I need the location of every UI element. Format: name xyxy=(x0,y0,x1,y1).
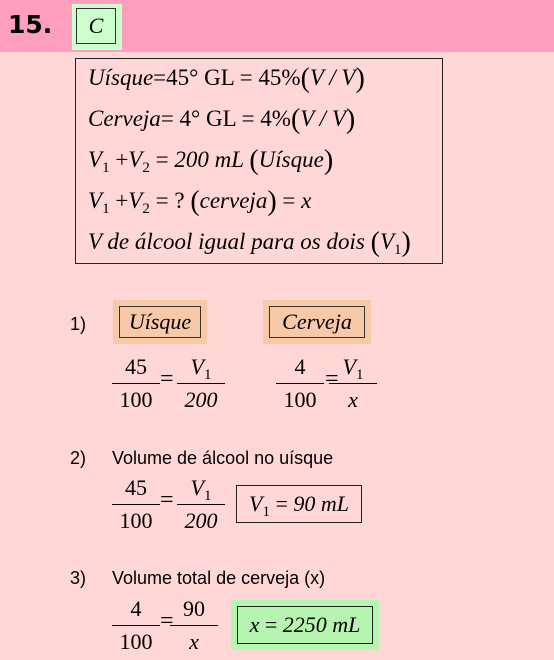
step1-equals-beer: = xyxy=(325,366,339,392)
question-header xyxy=(0,0,554,52)
step2-equals: = xyxy=(160,487,174,513)
step1-fraction-beer-volume: $V_1$ x xyxy=(325,354,381,413)
beer-label-highlight xyxy=(263,300,371,344)
beer-label: Cerveja xyxy=(269,306,365,338)
step1-fraction-whisky-volume: $V_1$ 200 xyxy=(173,354,229,413)
step3-fraction-abv: 4 100 xyxy=(108,596,164,655)
given-volume-beer: $V_1 +V_2$ = ? (cerveja) = x xyxy=(88,186,312,217)
step1-equals-whisky: = xyxy=(160,366,174,392)
step3-result-highlight xyxy=(231,600,379,650)
step2-fraction-abv: 45 100 xyxy=(108,475,164,534)
given-volume-whisky: $V_1 +V_2 = 200$ mL (Uísque) xyxy=(88,145,334,176)
step3-fraction-volume: 90 x xyxy=(166,596,222,655)
given-beer: Cerveja= 4° GL = 4%(V / V) xyxy=(88,104,356,135)
question-number: 15. xyxy=(8,10,53,39)
step1-fraction-whisky-abv: 45 100 xyxy=(108,354,164,413)
step-2-text: Volume de álcool no uísque xyxy=(112,448,334,468)
given-equal-alcohol: V de álcool igual para os dois $(V_1)$ xyxy=(88,227,411,258)
given-data-box xyxy=(75,58,443,264)
step2-result-box: $V_1 = 90$ mL xyxy=(236,485,362,523)
step-3-number: 3) xyxy=(70,568,87,588)
step-2-number: 2) xyxy=(70,448,87,468)
whisky-label: Uísque xyxy=(119,306,201,338)
step3-result-box: x = 2250 mL xyxy=(237,606,373,644)
given-whisky: Uísque=45° GL = 45%(V / V) xyxy=(88,63,365,94)
answer-letter: C xyxy=(76,8,116,44)
step2-fraction-volume: $V_1$ 200 xyxy=(173,475,229,534)
step-3-text: Volume total de cerveja (x) xyxy=(112,568,326,588)
whisky-label-highlight xyxy=(113,300,207,344)
step3-equals: = xyxy=(160,608,174,634)
answer-highlight xyxy=(72,4,122,50)
step-1-number: 1) xyxy=(70,314,87,334)
step1-fraction-beer-abv: 4 100 xyxy=(272,354,328,413)
